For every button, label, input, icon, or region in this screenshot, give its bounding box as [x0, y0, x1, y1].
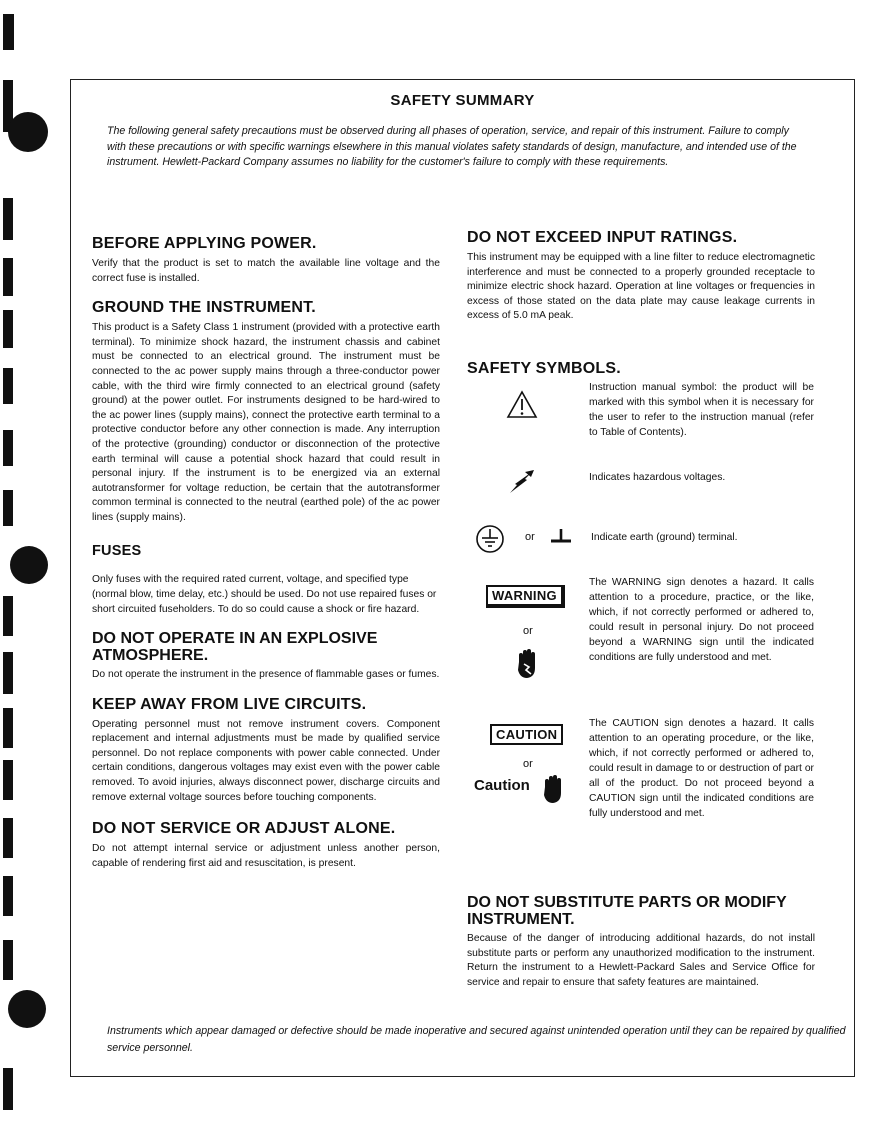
heading-live-circuits: KEEP AWAY FROM LIVE CIRCUITS.	[92, 695, 367, 713]
protective-earth-icon	[475, 524, 505, 554]
frame-ground-icon	[549, 526, 573, 546]
page-title: SAFETY SUMMARY	[390, 92, 535, 109]
service-alone-text: Do not attempt internal service or adjustment unless another person, capable of rendering first aid and resuscitation, is present.	[92, 843, 440, 869]
edge-mark	[3, 198, 13, 240]
edge-mark	[3, 490, 13, 526]
warning-text: The WARNING sign denotes a hazard. It calls attention to a procedure, practice, or the like, which, if not correctly performed or adhered to, could result in personal injury. Do not proceed beyond a WARNING sign until the indicated conditions are fully understood and met.	[589, 577, 814, 663]
substitute-text: Because of the danger of introducing additional hazards, do not install substitute parts or perform any unauthorized modification to the instrument. Return the instrument to a Hewlett-Packard Sales and Service Office for service and repair to ensure that safety features are maintained.	[467, 933, 815, 988]
heading-input-ratings: DO NOT EXCEED INPUT RATINGS.	[467, 229, 738, 246]
heading-ground: GROUND THE INSTRUMENT.	[92, 299, 316, 317]
edge-mark	[3, 430, 13, 466]
binding-hole	[8, 990, 46, 1028]
instruction-manual-icon	[506, 390, 538, 420]
heading-service-alone: DO NOT SERVICE OR ADJUST ALONE.	[92, 820, 396, 838]
manual-symbol-text: Instruction manual symbol: the product will be marked with this symbol when it is necessary for the user to refer to the instruction manual (refer to Table of Contents).	[589, 382, 814, 438]
binding-hole	[10, 546, 48, 584]
caution-hand-icon	[541, 774, 565, 804]
edge-mark	[3, 368, 13, 404]
edge-mark	[3, 258, 13, 296]
safety-summary-box	[70, 79, 855, 1077]
fuses-text: Only fuses with the required rated current, voltage, and specified type (normal blow, time delay, etc.) should be used. Do not use repaired fuses or short circuited fuseholders. To do so could cause a shock or fire hazard.	[92, 573, 437, 615]
earth-symbol-text: Indicate earth (ground) terminal.	[591, 532, 738, 543]
caution-sign	[490, 724, 563, 745]
warning-sign-label: WARNING	[486, 585, 565, 608]
edge-mark	[3, 14, 14, 50]
substitute-section	[467, 895, 815, 990]
ground-text: This product is a Safety Class 1 instrument (provided with a protective earth terminal). To minimize shock hazard, the instrument chassis and cabinet must be connected to an electrical ground. The instrument must be connected to the ac power supply mains through a three-conductor power cable, with the third wire firmly connected to an electrical ground (safety ground) at the power outlet. For instruments designed to be hard-wired to the ac power lines (supply mains), connect the protective earth terminal to a protective conductor before any other connection is made. Any interruption of the protective (grounding) conductor or disconnection of the protective earth terminal will cause a potential shock hazard that could result in personal injury. If the instrument is to be energized via an external autotransformer for voltage reduction, be certain that the autotransformer common terminal is connected to the neutral (earthed pole) of the ac power lines (supply mains).	[92, 322, 440, 523]
heading-before-power: BEFORE APPLYING POWER.	[92, 235, 317, 252]
input-ratings-text: This instrument may be equipped with a line filter to reduce electromagnetic interference and must be connected to a properly grounded receptacle to minimize electric shock hazard. Operation at line voltages or frequencies in excess of those stated on the data plate may cause leakage currents in excess of 5.0 mA peak.	[467, 252, 815, 322]
binding-edge	[0, 0, 70, 1122]
binding-hole	[8, 112, 48, 152]
heading-fuses: FUSES	[92, 542, 142, 559]
heading-safety-symbols: SAFETY SYMBOLS.	[467, 360, 621, 377]
edge-mark	[3, 818, 13, 858]
caution-text: The CAUTION sign denotes a hazard. It calls attention to an operating procedure, or the like, which, if not correctly performed or adhered to, could result in damage to or destruction of part or all of the product. Do not proceed beyond a CAUTION sign until the indicated conditions are fully understood and met.	[589, 718, 814, 819]
edge-mark	[3, 940, 13, 980]
closing-paragraph: Instruments which appear damaged or defective should be made inoperative and secured against unintended operation until they can be repaired by qualified service personnel.	[107, 1025, 846, 1054]
caution-sign-label: CAUTION	[490, 724, 563, 745]
heading-substitute: DO NOT SUBSTITUTE PARTS OR MODIFY INSTRUMENT.	[467, 894, 787, 928]
edge-mark	[3, 708, 13, 748]
or-label: or	[525, 531, 535, 543]
safety-symbols-heading-wrap	[467, 361, 815, 377]
or-label-caution: or	[523, 758, 533, 770]
edge-mark	[3, 652, 13, 694]
edge-mark	[3, 876, 13, 916]
warning-hand-icon	[514, 648, 540, 680]
warning-sign	[486, 585, 565, 608]
edge-mark	[3, 760, 13, 800]
or-label-warning: or	[523, 625, 533, 637]
hazard-symbol-text: Indicates hazardous voltages.	[589, 472, 726, 483]
input-ratings-section	[467, 230, 815, 324]
edge-mark	[3, 1068, 13, 1110]
left-column	[92, 236, 440, 871]
before-power-text: Verify that the product is set to match the available line voltage and the correct fuse is installed.	[92, 258, 440, 284]
caution-word: Caution	[474, 777, 530, 794]
heading-explosive: DO NOT OPERATE IN AN EXPLOSIVE ATMOSPHERE.	[92, 630, 378, 664]
hazardous-voltage-icon	[507, 468, 537, 496]
explosive-text: Do not operate the instrument in the presence of flammable gases or fumes.	[92, 669, 440, 681]
live-circuits-text: Operating personnel must not remove instrument covers. Component replacement and internal adjustments must be made by qualified service personnel. Do not replace components with power cable connected. Under certain conditions, dangerous voltages may exist even with the power cable removed. To avoid injuries, always disconnect power, discharge circuits and remove external voltage sources before touching components.	[92, 718, 440, 803]
edge-mark	[3, 596, 13, 636]
edge-mark	[3, 310, 13, 348]
intro-paragraph: The following general safety precautions must be observed during all phases of operation, service, and repair of this instrument. Failure to comply with these precautions or with specific warnings elsewhere in this manual violates safety standards of design, manufacture, and intended use of the instrument. Hewlett-Packard Company assumes no liability for the customer's failure to comply with these requirements.	[107, 125, 797, 168]
